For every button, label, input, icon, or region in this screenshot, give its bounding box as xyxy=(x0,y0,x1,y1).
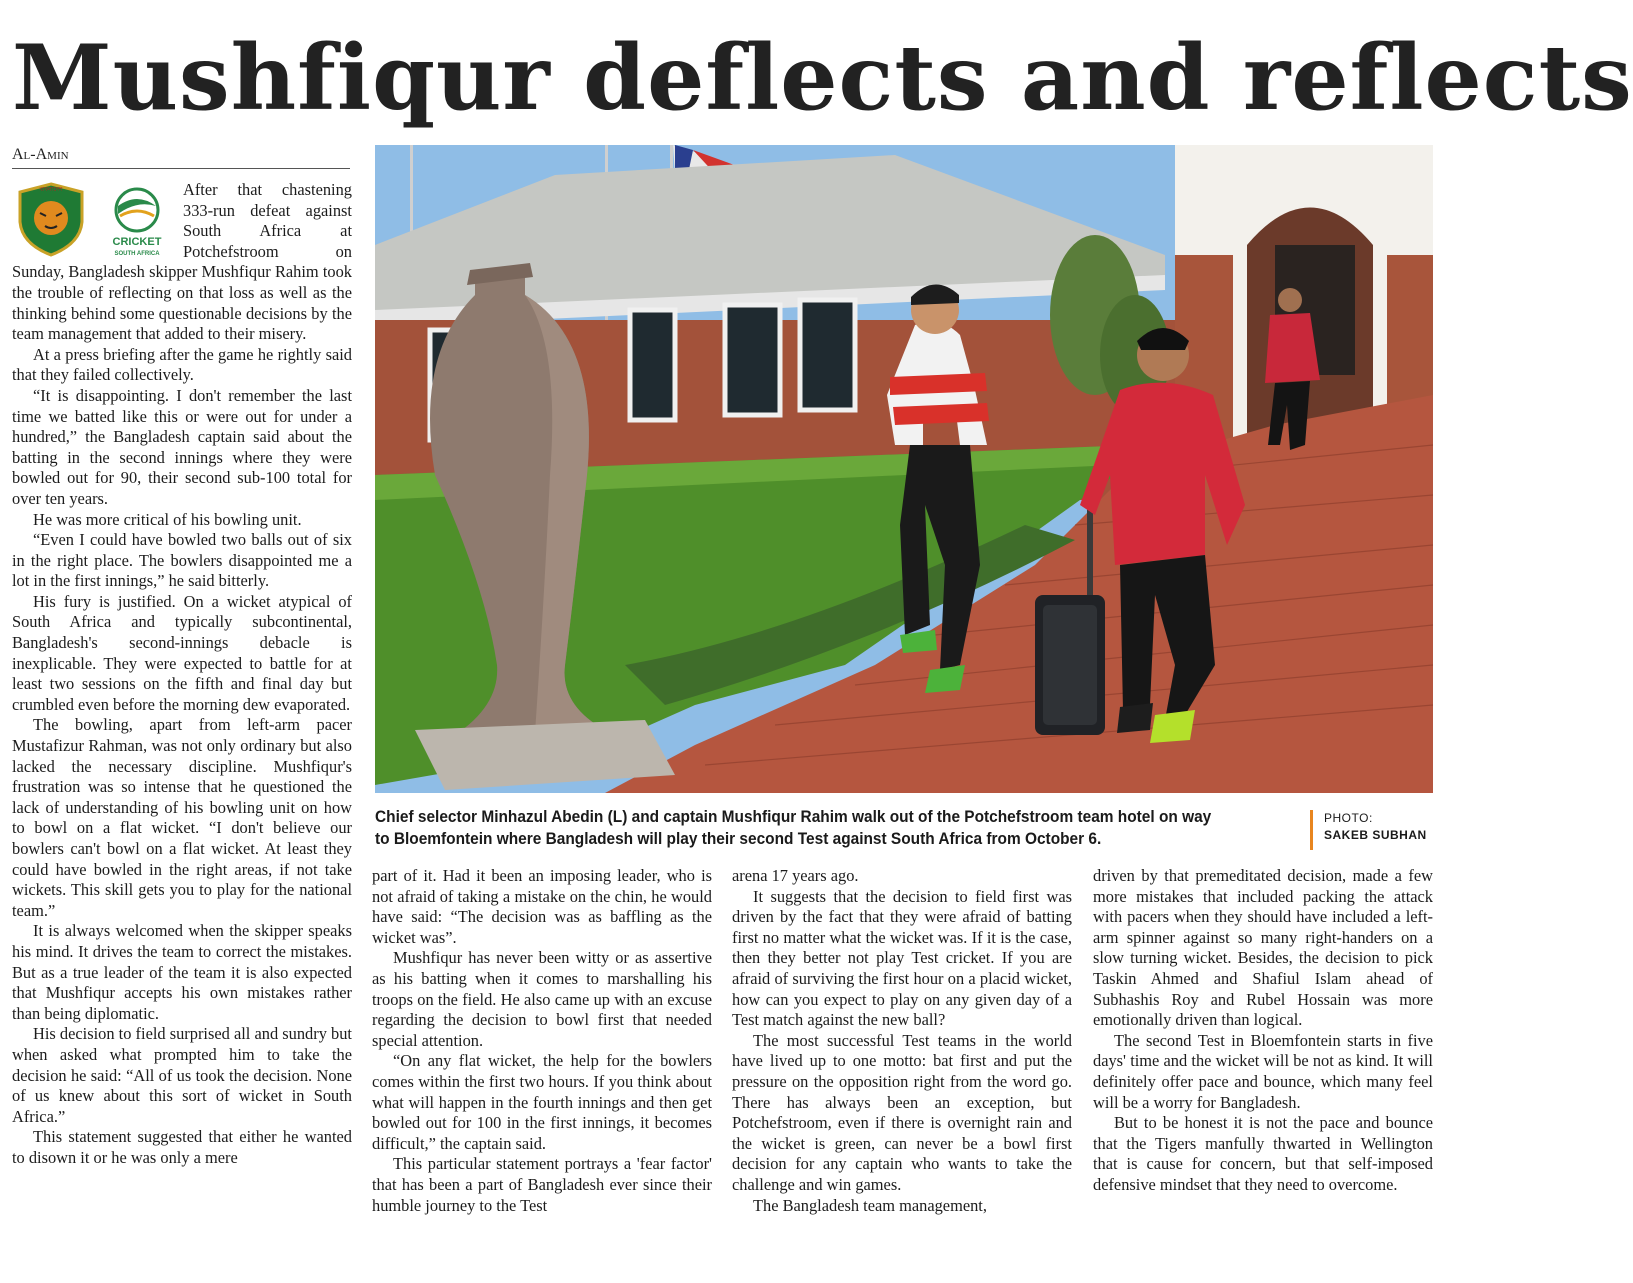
paragraph: He was more critical of his bowling unit. xyxy=(33,509,302,529)
paragraph: The most successful Test teams in the world have lived up to one motto: bat first and put the pressure on the opposition right from the word go. There has always been an exception, but Potchefstroom, even if there is overnight rain and the wicket is green, can never be a bowl first decision for any captain who wants to take the challenge and win games. xyxy=(732,1030,1072,1194)
paragraph: The Bangladesh team management, xyxy=(753,1195,987,1215)
photo-credit-label: PHOTO: xyxy=(1324,811,1373,825)
paragraph: The second Test in Bloemfontein starts in five days' time and the wicket will be not as kind. It will definitely offer pace and bounce, which many feel will be a worry for Bangladesh. xyxy=(1093,1030,1433,1112)
article-column-2 xyxy=(372,866,712,1270)
team-logos xyxy=(12,180,179,258)
paragraph: After that chastening 333-run defeat against South Africa at Potchefstroom on Sunday, Bangladesh skipper Mushfiqur Rahim took the trouble of reflecting on that loss as well as the thinking behind some questionable decisions by the team management that added to their misery. xyxy=(12,180,352,344)
photo-credit-name: SAKEB SUBHAN xyxy=(1324,828,1427,842)
article-column-1 xyxy=(12,180,352,1270)
paragraph: “It is disappointing. I don't remember the last time we batted like this or were out for under a hundred,” the Bangladesh captain said about the batting in the second innings where they were bowled out for 90, their second sub-100 total for over ten years. xyxy=(12,385,352,508)
paragraph: driven by that premeditated decision, made a few more mistakes that included packing the attack with pacers when they should have included a left-arm spinner against so many right-handers on a slow turning wicket. Besides, the decision to pick Taskin Ahmed and Shafiul Islam ahead of Subhashis Roy and Rubel Hossain was more emotionally driven than logical. xyxy=(1093,866,1433,1030)
cricket-south-africa-logo xyxy=(96,186,178,258)
bcb-logo xyxy=(12,180,90,258)
hotel-walkout-photo xyxy=(375,145,1433,793)
paragraph: part of it. Had it been an imposing leader, who is not afraid of taking a mistake on the chin, he would have said: “The decision was as baffling as the wicket was”. xyxy=(372,866,712,947)
paragraph: It is always welcomed when the skipper speaks his mind. It drives the team to correct the mistakes. But as a true leader of the team it is also expected that Mushfiqur accepts his own mistakes rather than being diplomatic. xyxy=(12,921,352,1023)
paragraph: But to be honest it is not the pace and bounce that the Tigers manfully thwarted in Wellington that is cause for concern, but that self-imposed defensive mindset that they need to overcome. xyxy=(1093,1113,1433,1194)
paragraph: At a press briefing after the game he rightly said that they failed collectively. xyxy=(12,344,352,385)
byline: Al-Amin xyxy=(12,146,350,169)
paragraph: “Even I could have bowled two balls out of six in the right place. The bowlers disappointed me a lot in the first innings,” he said bitterly. xyxy=(12,530,352,591)
paragraph: This particular statement portrays a 'fear factor' that has been a part of Bangladesh ever since their humble journey to the Test xyxy=(372,1154,712,1215)
article-column-4 xyxy=(1093,866,1433,1270)
photo-credit xyxy=(1310,810,1435,850)
csa-logo-subtext: SOUTH AFRICA xyxy=(114,251,160,257)
article-column-3 xyxy=(732,866,1072,1270)
csa-logo-text: CRICKET xyxy=(112,236,162,248)
paragraph: arena 17 years ago. xyxy=(732,866,859,885)
bcb-logo-text: বাংলাদেশ xyxy=(39,186,63,193)
paragraph: This statement suggested that either he wanted to disown it or he was only a mere xyxy=(12,1127,352,1167)
paragraph: His decision to field surprised all and sundry but when asked what prompted him to take the decision he said: “All of us took the decision. None of us knew about this sort of wicket in South Africa.” xyxy=(12,1024,352,1126)
headline: Mushfiqur deflects and reflects xyxy=(12,25,1633,131)
paragraph: His fury is justified. On a wicket atypical of South Africa and typically subcontinental, Bangladesh's second-innings debacle is inexplicable. They were expected to battle for at least two sessions on the fifth and final day but crumbled even before the morning dew evaporated. xyxy=(12,591,352,714)
photo-caption: Chief selector Minhazul Abedin (L) and captain Mushfiqur Rahim walk out of the Potchefstroom team hotel on way to Bloemfontein where Bangladesh will play their second Test against South Africa from October 6. xyxy=(375,807,1212,848)
paragraph: “On any flat wicket, the help for the bowlers comes within the first two hours. If you think about what will happen in the fourth innings and then get bowled out for 100 in the first innings, it becomes difficult,” the captain said. xyxy=(372,1051,712,1153)
article-photo xyxy=(375,145,1433,793)
paragraph: Mushfiqur has never been witty or as assertive as his batting when it comes to marshalling his troops on the field. He also came up with an excuse regarding the decision to bowl first that needed special attention. xyxy=(372,948,712,1050)
paragraph: It suggests that the decision to field first was driven by the fact that they were afraid of batting first no matter what the wicket was. If it is the case, then they better not play Test cricket. If you are afraid of surviving the first hour on a placid wicket, how can you expect to play on any given day of a Test match against the new ball? xyxy=(732,886,1072,1030)
paragraph: The bowling, apart from left-arm pacer Mustafizur Rahman, was not only ordinary but also lacked the necessary discipline. Mushfiqur's frustration was so intense that he questioned the lack of understanding of his bowling unit on how to bowl on a flat wicket. “I don't believe our bowlers can't bowl on a flat wicket. At least they could have bowled in the right areas, if not take wickets. This skill gets you to play for the national team.” xyxy=(12,715,352,920)
